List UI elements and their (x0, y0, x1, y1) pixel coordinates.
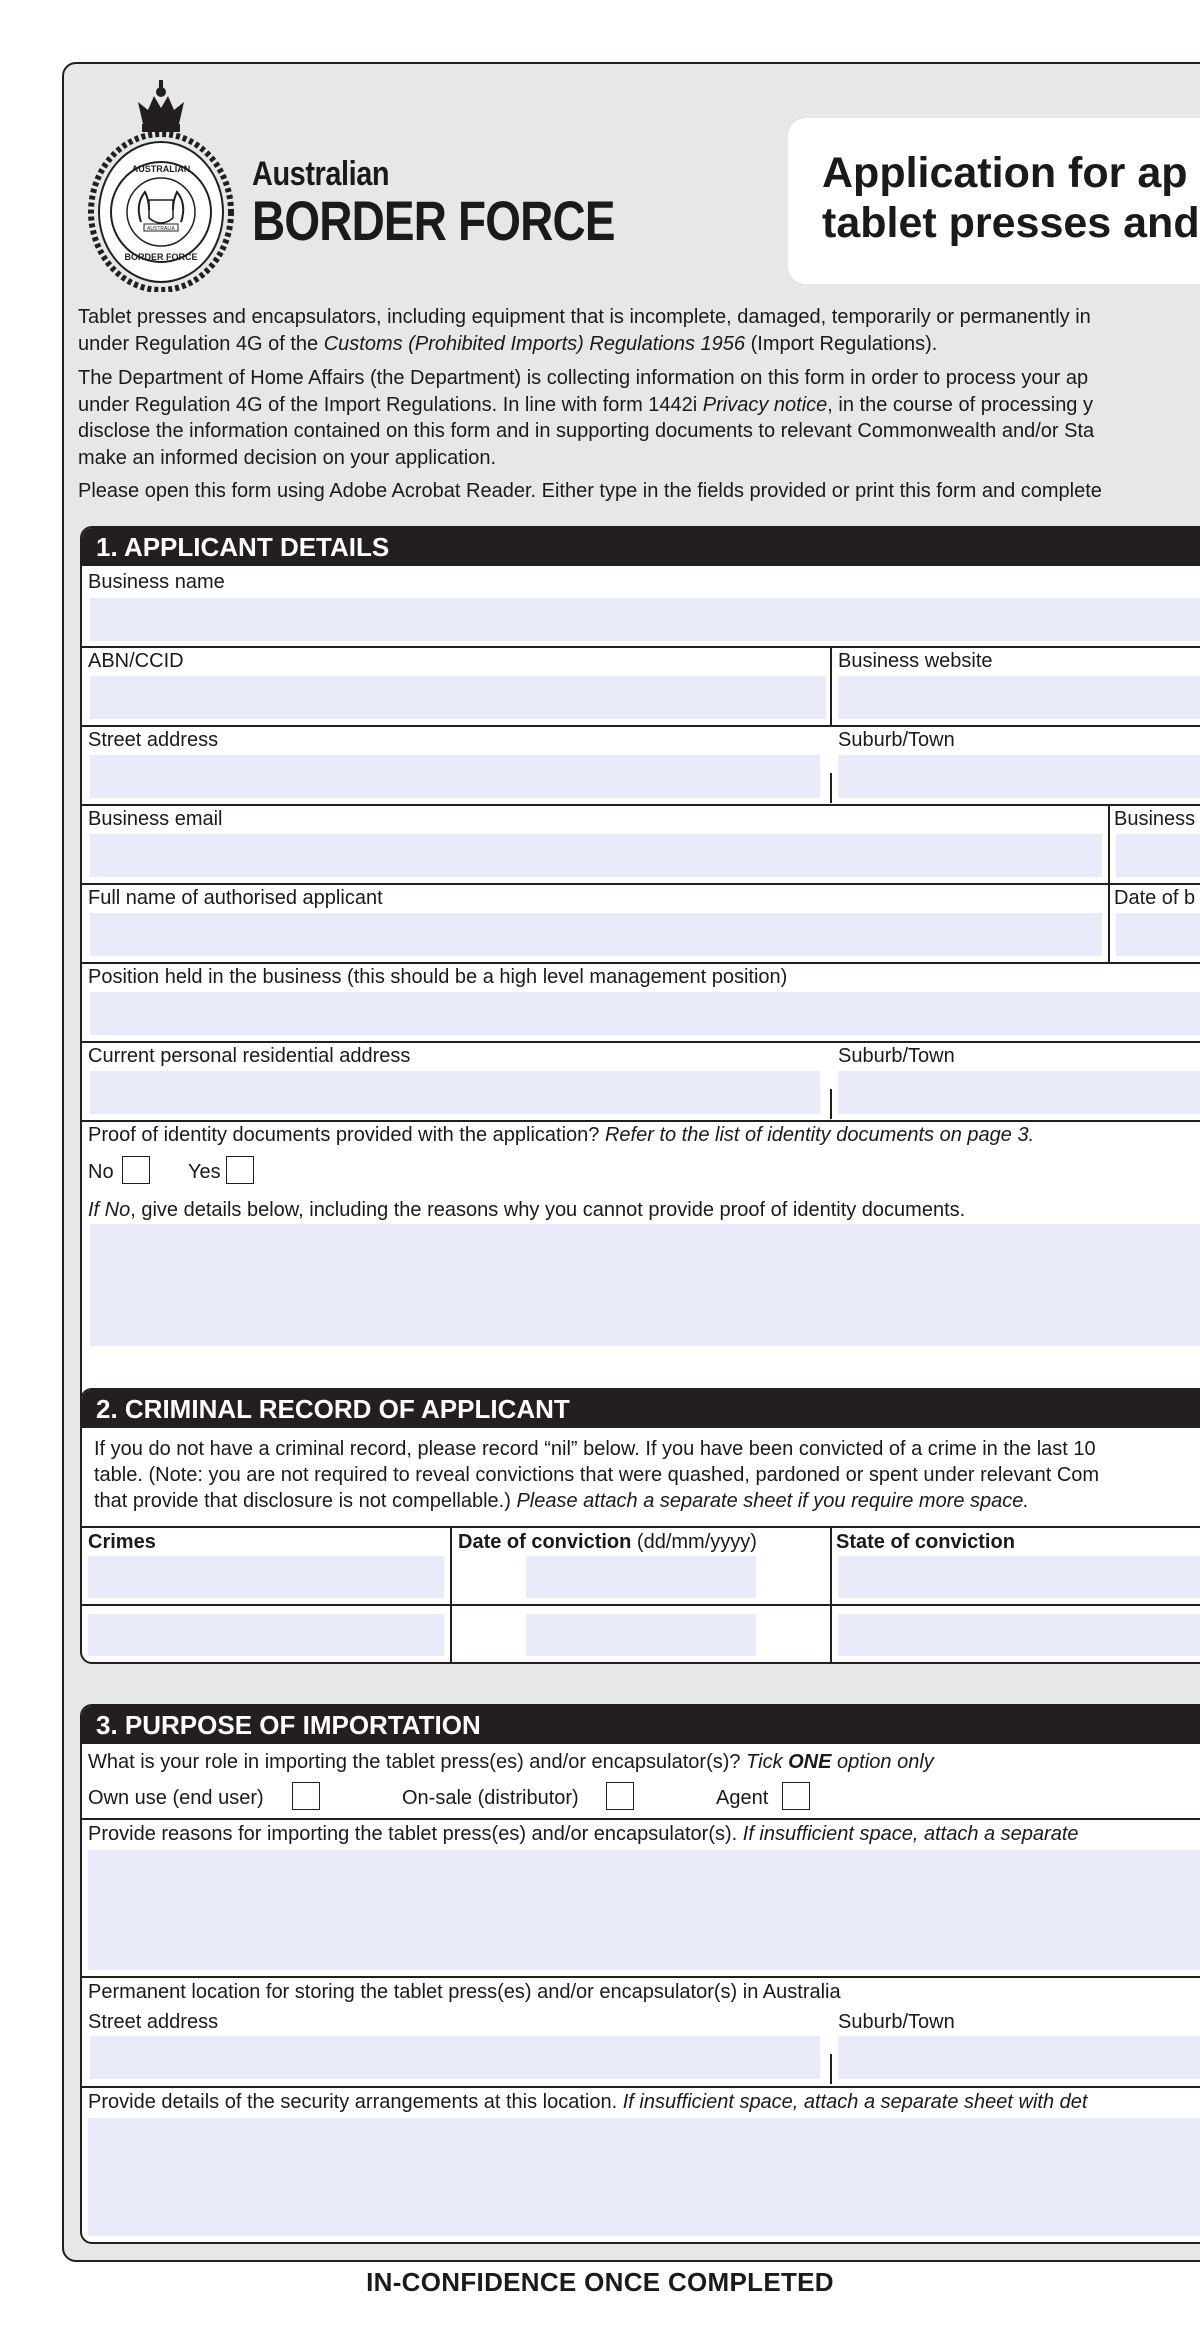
section-1-heading: 1. APPLICANT DETAILS (82, 528, 1200, 566)
svg-text:BORDER FORCE: BORDER FORCE (124, 252, 198, 262)
on-sale-checkbox[interactable] (606, 1782, 634, 1810)
poi-no-label: No (88, 1161, 114, 1183)
form-page (62, 62, 1200, 2262)
date-of-birth-label: Date of b (1114, 887, 1196, 909)
poi-yes-checkbox[interactable] (226, 1156, 254, 1184)
full-name-label: Full name of authorised applicant (88, 887, 383, 909)
col-crimes-header: Crimes (88, 1531, 156, 1553)
storage-suburb-field[interactable] (838, 2036, 1200, 2079)
poi-question: Proof of identity documents provided with the application? Refer to the list of identity documents on page 3. (88, 1124, 1035, 1146)
section-purpose-of-importation (80, 1704, 1200, 2244)
residential-address-field[interactable] (90, 1071, 820, 1114)
poi-yes-label: Yes (188, 1161, 221, 1183)
full-name-field[interactable] (90, 913, 1102, 956)
position-field[interactable] (90, 992, 1200, 1035)
state-row2-field[interactable] (838, 1614, 1200, 1656)
residential-suburb-label: Suburb/Town (838, 1045, 955, 1067)
business-email-field[interactable] (90, 834, 1102, 877)
storage-street-field[interactable] (90, 2036, 820, 2079)
state-row1-field[interactable] (838, 1556, 1200, 1598)
col-date-header: Date of conviction (dd/mm/yyyy) (458, 1531, 757, 1553)
border-force-crest-icon (86, 72, 236, 292)
confidentiality-notice-bottom: IN-CONFIDENCE ONCE COMPLETED (366, 2267, 834, 2297)
business-phone-field[interactable] (1116, 834, 1200, 877)
reasons-label: Provide reasons for importing the tablet press(es) and/or encapsulator(s). If insufficient space, attach a separate (88, 1823, 1079, 1845)
brand-line-border-force: BORDER FORCE (252, 189, 615, 252)
section-3-heading: 3. PURPOSE OF IMPORTATION (82, 1706, 1200, 1744)
intro-p1-line1: Tablet presses and encapsulators, including equipment that is incomplete, damaged, temporarily or permanently in (78, 306, 1091, 328)
on-sale-label: On-sale (distributor) (402, 1787, 579, 1809)
suburb-field[interactable] (838, 755, 1200, 798)
suburb-label: Suburb/Town (838, 729, 955, 751)
intro-paragraph-3: Please open this form using Adobe Acrobat Reader. Either type in the fields provided or print this form and complete (78, 480, 1102, 502)
section-applicant-details (80, 526, 1200, 1412)
position-label: Position held in the business (this should be a high level management position) (88, 966, 788, 988)
abn-field[interactable] (90, 676, 826, 719)
poi-details-field[interactable] (90, 1224, 1200, 1346)
business-name-field[interactable] (90, 598, 1200, 641)
crime-row1-field[interactable] (88, 1556, 444, 1598)
form-title-box (788, 118, 1200, 284)
residential-suburb-field[interactable] (838, 1071, 1200, 1114)
street-address-label: Street address (88, 729, 219, 751)
intro-p2-line4: make an informed decision on your application. (78, 446, 497, 469)
role-question: What is your role in importing the tablet press(es) and/or encapsulator(s)? Tick ONE option only (88, 1751, 934, 1773)
svg-text:AUSTRALIA: AUSTRALIA (147, 226, 175, 232)
date-of-birth-field[interactable] (1116, 913, 1200, 956)
own-use-checkbox[interactable] (292, 1782, 320, 1810)
poi-if-no-instruction: If No, give details below, including the reasons why you cannot provide proof of identity documents. (88, 1199, 966, 1221)
security-label: Provide details of the security arrangements at this location. If insufficient space, attach a separate sheet with det (88, 2091, 1088, 2113)
business-phone-label: Business (1114, 808, 1196, 830)
storage-location-label: Permanent location for storing the tablet press(es) and/or encapsulator(s) in Australia (88, 1981, 841, 2003)
intro-paragraph-2 (78, 365, 1094, 471)
criminal-record-instructions: If you do not have a criminal record, please record “nil” below. If you have been convicted of a crime in the last 10 table. (Note: you are not required to reveal convictions that were quashed, pardoned or spent under relevant Com that provide that disclosure is not compellable.) Please attach a separate sheet if you require more space. (94, 1438, 1100, 1512)
storage-suburb-label: Suburb/Town (838, 2011, 955, 2033)
intro-paragraph-1 (78, 304, 1091, 357)
date-row1-field[interactable] (526, 1556, 756, 1598)
website-field[interactable] (838, 676, 1200, 719)
poi-no-checkbox[interactable] (122, 1156, 150, 1184)
reasons-field[interactable] (88, 1850, 1200, 1970)
business-email-label: Business email (88, 808, 223, 830)
security-field[interactable] (88, 2118, 1200, 2236)
section-2-heading: 2. CRIMINAL RECORD OF APPLICANT (82, 1390, 1200, 1428)
crime-row2-field[interactable] (88, 1614, 444, 1656)
form-title-line2: tablet presses and (822, 199, 1200, 247)
section-criminal-record (80, 1388, 1200, 1664)
own-use-label: Own use (end user) (88, 1787, 264, 1809)
business-name-label: Business name (88, 571, 225, 593)
date-row2-field[interactable] (526, 1614, 756, 1656)
agent-checkbox[interactable] (782, 1782, 810, 1810)
intro-p2-line3: disclose the information contained on this form and in supporting documents to relevant Commonwealth and/or Sta (78, 420, 1095, 442)
street-address-field[interactable] (90, 755, 820, 798)
abn-label: ABN/CCID (88, 650, 184, 672)
intro-p2-line2: under Regulation 4G of the Import Regulations. In line with form 1442i Privacy notice, in the course of processing y (78, 393, 1093, 416)
brand-line-australian: Australian (252, 155, 390, 193)
agency-brand (252, 156, 694, 250)
agent-label: Agent (716, 1787, 769, 1809)
col-state-header: State of conviction (836, 1531, 1015, 1553)
svg-text:AUSTRALIAN: AUSTRALIAN (131, 164, 191, 174)
intro-p1-line2: under Regulation 4G of the Customs (Prohibited Imports) Regulations 1956 (Import Regulations). (78, 332, 938, 355)
website-label: Business website (838, 650, 993, 672)
form-title-line1: Application for ap (822, 149, 1188, 197)
storage-street-label: Street address (88, 2011, 219, 2033)
residential-address-label: Current personal residential address (88, 1045, 411, 1067)
intro-p2-line1: The Department of Home Affairs (the Department) is collecting information on this form in order to process your ap (78, 367, 1089, 389)
